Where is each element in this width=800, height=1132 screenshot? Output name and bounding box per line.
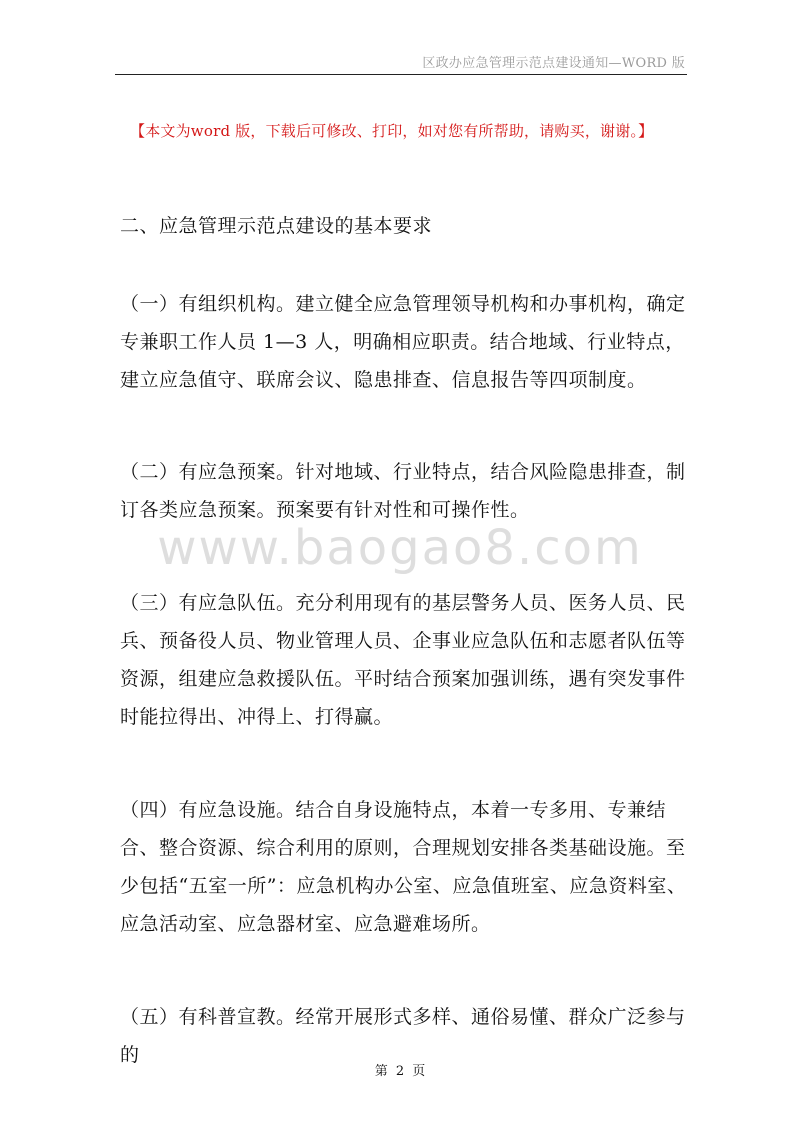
paragraph-text: （一）有组织机构。建立健全应急管理领导机构和办事机构，确定专兼职工作人员 1—3 人，明确相应职责。结合地域、行业特点，建立应急值守、联席会议、隐患排查、信息报告等四项制度。 — [120, 293, 686, 391]
purchase-notice: 【本文为word 版，下载后可修改、打印，如对您有所帮助，请购买，谢谢。】 — [130, 122, 654, 140]
header-divider — [115, 74, 687, 75]
paragraph-text: （二）有应急预案。针对地域、行业特点，结合风险隐患排查，制订各类应急预案。预案要有针对性和可操作性。 — [120, 461, 686, 521]
paragraph-text: （五）有科普宣教。经常开展形式多样、通俗易懂、群众广泛参与的 — [120, 1006, 686, 1066]
paragraph-text: （三）有应急队伍。充分利用现有的基层警务人员、医务人员、民兵、预备役人员、物业管理人员、企事业应急队伍和志愿者队伍等资源，组建应急救援队伍。平时结合预案加强训练，遇有突发事件时能拉得出、冲得上、打得赢。 — [120, 592, 686, 728]
paragraph-emergency-team — [120, 584, 690, 736]
page-number-suffix: 页 — [412, 1064, 426, 1079]
paragraph-organization — [120, 285, 690, 399]
page-number: 2 — [395, 1064, 405, 1079]
watermark-text: www.baogao8.com — [157, 520, 643, 576]
page-footer — [0, 1060, 800, 1079]
page-number-prefix: 第 — [374, 1064, 388, 1079]
document-header-title: 区政办应急管理示范点建设通知—WORD 版 — [422, 56, 685, 71]
paragraph-emergency-facilities — [120, 791, 690, 943]
paragraph-emergency-plan — [120, 453, 690, 529]
section-heading: 二、应急管理示范点建设的基本要求 — [120, 215, 433, 237]
paragraph-text: （四）有应急设施。结合自身设施特点，本着一专多用、专兼结合、整合资源、综合利用的原则，合理规划安排各类基础设施。至少包括“五室一所”：应急机构办公室、应急值班室、应急资料室、应急活动室、应急器材室、应急避难场所。 — [120, 799, 687, 935]
